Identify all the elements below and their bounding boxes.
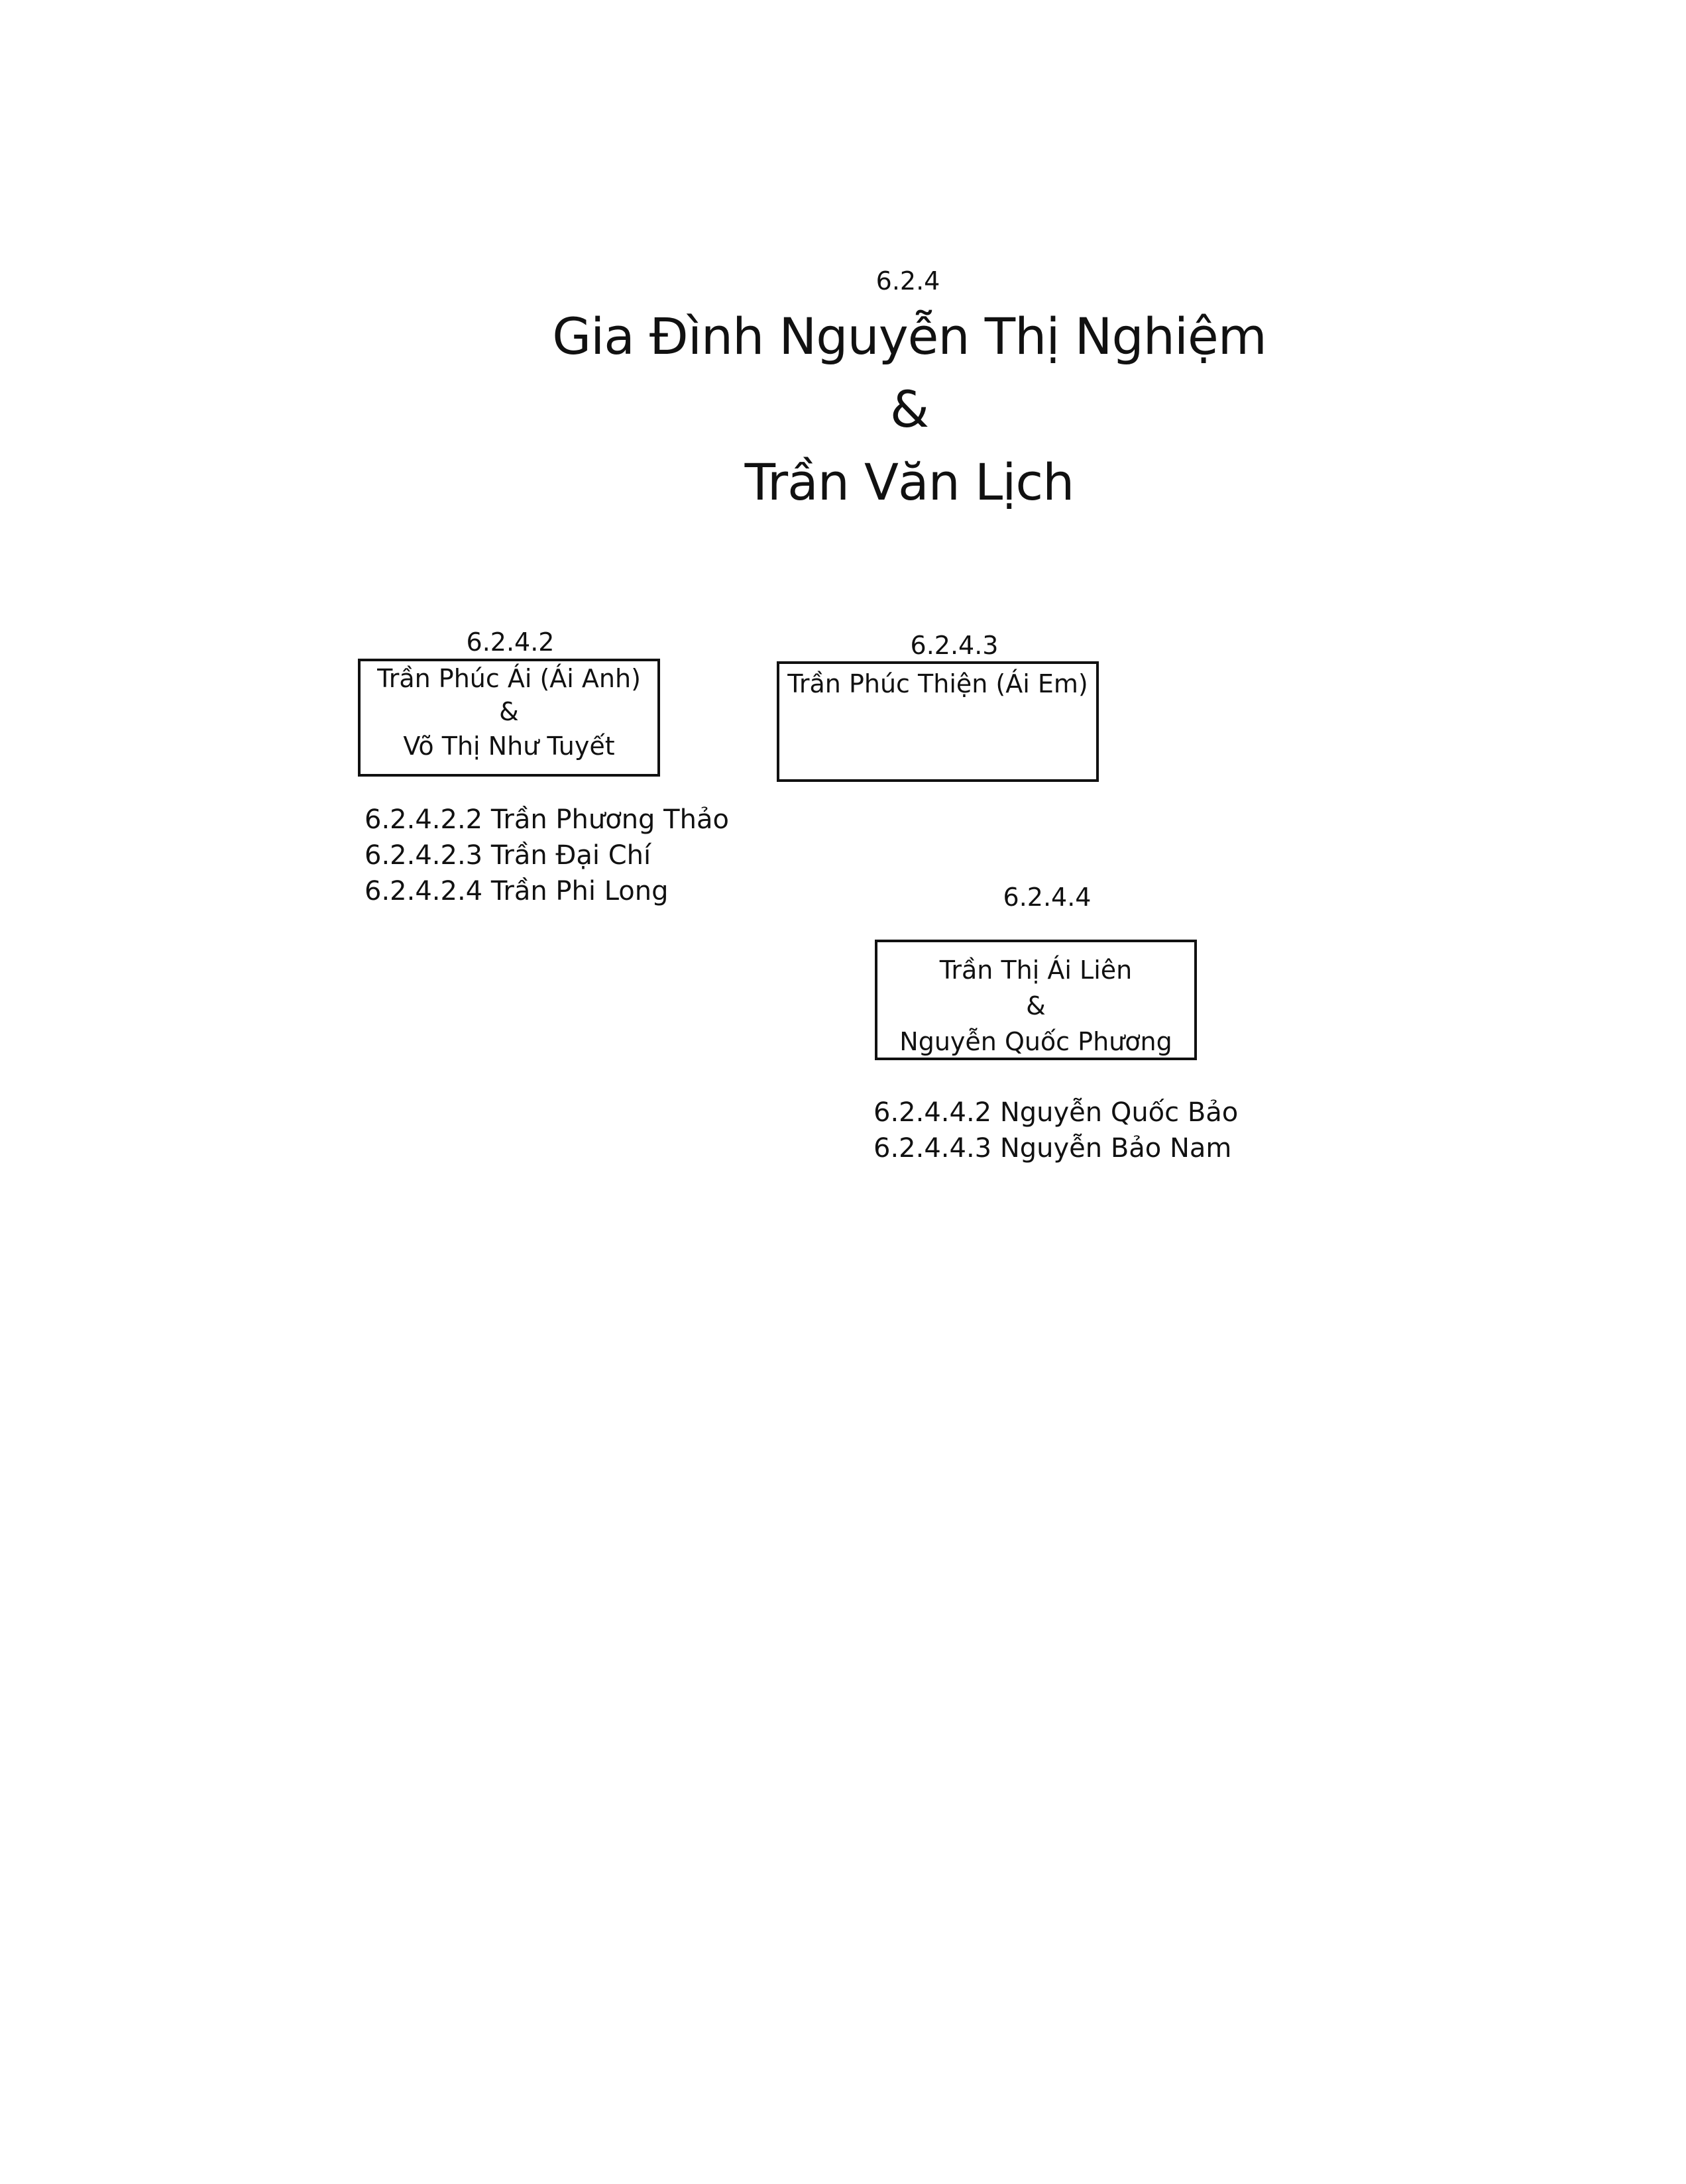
branch-box-6243	[777, 661, 1099, 782]
family-code: 6.2.4	[875, 266, 940, 296]
family-title-ampersand: &	[889, 380, 929, 439]
child-entry: 6.2.4.4.2 Nguyễn Quốc Bảo	[873, 1097, 1239, 1128]
family-title-line-2: Trần Văn Lịch	[744, 453, 1074, 512]
box-ampersand: &	[1026, 991, 1046, 1020]
branch-code-6243: 6.2.4.3	[910, 631, 999, 660]
box-line: Võ Thị Như Tuyết	[403, 732, 615, 761]
child-entry: 6.2.4.2.4 Trần Phi Long	[365, 876, 669, 906]
child-entry: 6.2.4.4.3 Nguyễn Bảo Nam	[873, 1133, 1232, 1164]
box-line: Trần Thị Ái Liên	[939, 956, 1133, 985]
box-line: Nguyễn Quốc Phương	[899, 1027, 1172, 1056]
children-list-6244	[873, 1095, 1238, 1166]
box-ampersand: &	[499, 697, 519, 726]
branch-box-6244	[875, 940, 1197, 1060]
box-line: Trần Phúc Thiện (Ái Em)	[787, 669, 1088, 698]
child-entry: 6.2.4.2.3 Trần Đại Chí	[365, 840, 651, 871]
family-title-line-1: Gia Đình Nguyễn Thị Nghiệm	[552, 307, 1266, 366]
branch-code-6242: 6.2.4.2	[466, 628, 555, 657]
child-entry: 6.2.4.2.2 Trần Phương Thảo	[365, 804, 729, 835]
box-line: Trần Phúc Ái (Ái Anh)	[377, 664, 641, 693]
children-list-6242	[365, 802, 729, 909]
branch-box-6242	[358, 659, 660, 777]
branch-code-6244: 6.2.4.4	[1003, 883, 1092, 912]
